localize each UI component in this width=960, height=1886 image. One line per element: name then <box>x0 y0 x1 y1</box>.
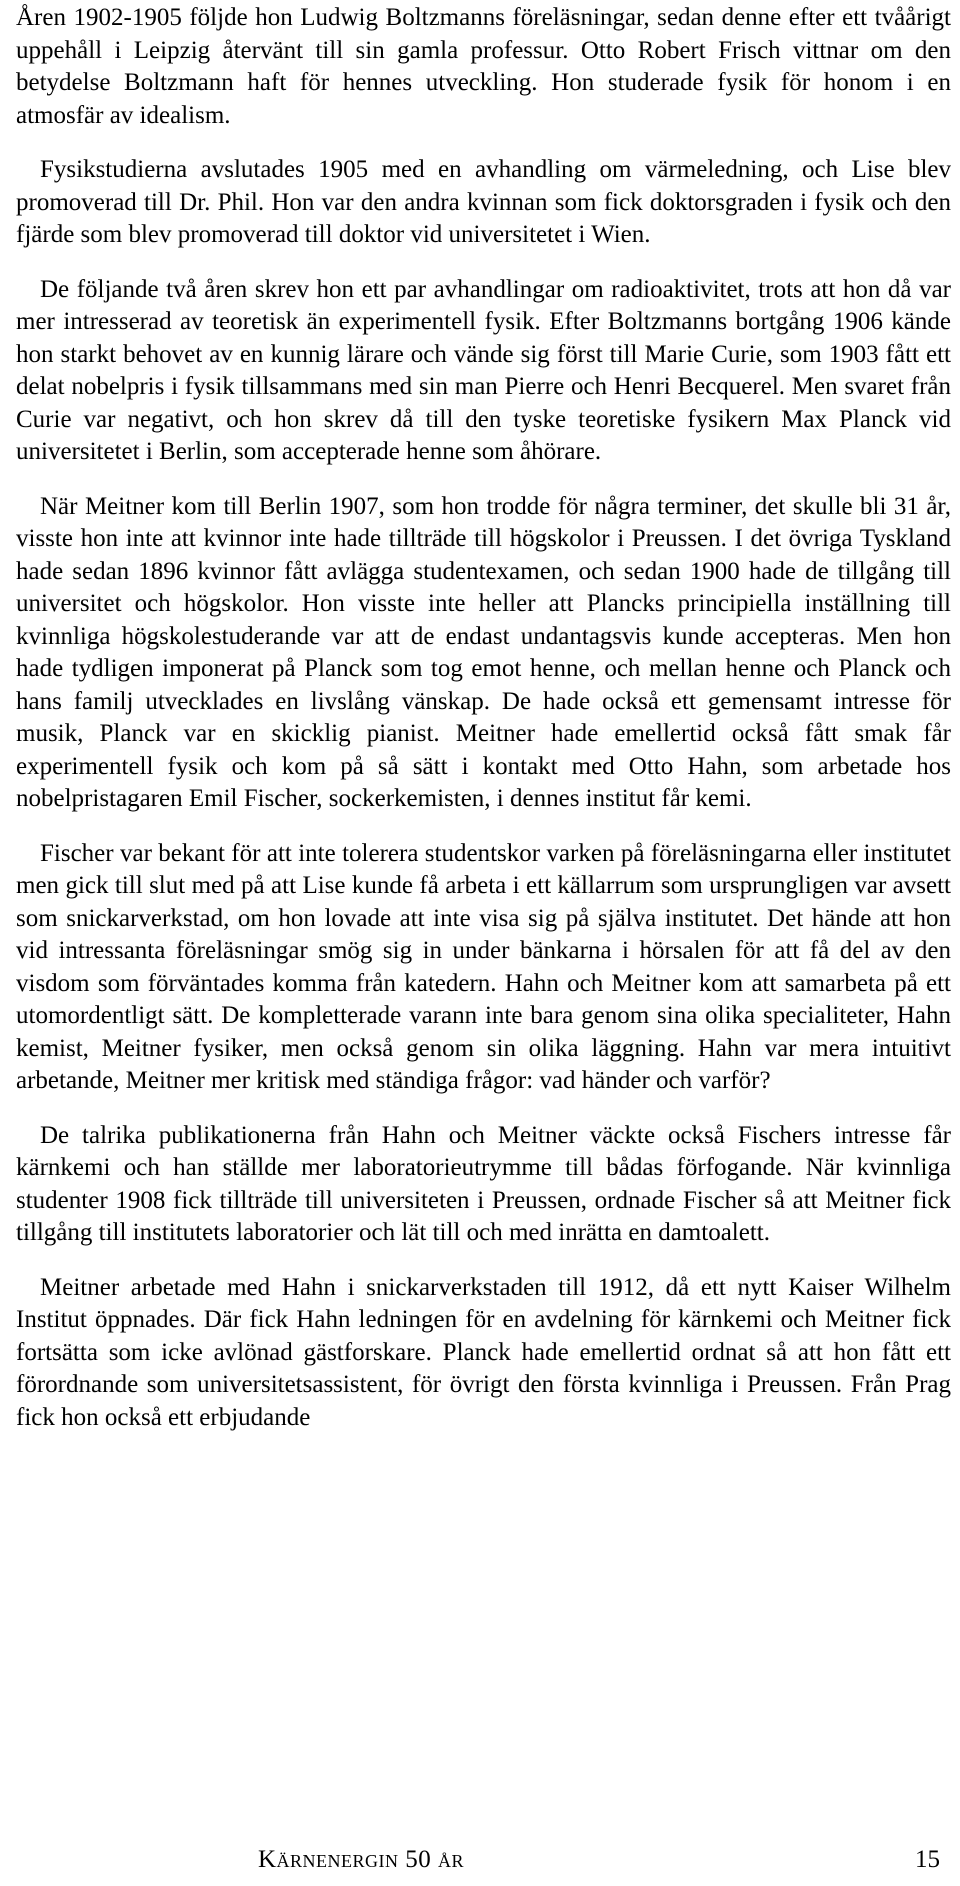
paragraph: De talrika publikationerna från Hahn och Meitner väckte också Fischers intresse får kärnkemi och han ställde mer laboratorieutrymme till bådas förfogande. När kvinnliga studenter 1908 fick tillträde till universiteten i Preussen, ordnade Fischer så att Meitner fick tillgång till institutets laboratorier och lät till och med inrätta en damtoalett. <box>16 1121 951 1246</box>
paragraph: Fysikstudierna avslutades 1905 med en avhandling om värmeledning, och Lise blev promoverad till Dr. Phil. Hon var den andra kvinnan som fick doktorsgraden i fysik och den fjärde som blev promoverad till doktor vid universitetet i Wien. <box>16 156 951 248</box>
paragraph: Fischer var bekant för att inte tolerera studentskor varken på föreläsningarna eller institutet men gick till slut med på att Lise kunde få arbeta i ett källarrum som ursprungligen var avsett som snickarverkstad, om hon lovade att inte visa sig på själva institutet. Det hände att hon vid intressanta föreläsningar smög sig in under bänkarna i hörsalen för att få del av den visdom som förväntades komma från katedern. Hahn och Meitner kom att samarbeta på ett utomordentligt sätt. De kompletterade varann inte bara genom sina olika specialiteter, Hahn kemist, Meitner fysiker, men också genom sin olika läggning. Hahn var mera intuitivt arbetande, Meitner mer kritisk med ständiga frågor: vad händer och varför? <box>16 839 951 1094</box>
paragraph: Meitner arbetade med Hahn i snickarverkstaden till 1912, då ett nytt Kaiser Wilhelm Institut öppnades. Där fick Hahn ledningen för en avdelning för kärnkemi och Meitner fick fortsätta som icke avlönad gästforskare. Planck hade emellertid ordnat så att hon fått ett förordnande som universitetsassistent, för övrigt den första kvinnliga i Preussen. Från Prag fick hon också ett erbjudande <box>16 1273 951 1431</box>
page-number: 15 <box>915 1846 940 1873</box>
page-footer <box>0 1846 960 1882</box>
paragraph: När Meitner kom till Berlin 1907, som hon trodde för några terminer, det skulle bli 31 år, visste hon inte att kvinnor inte hade tillträde till högskolor i Preussen. I det övriga Tyskland hade sedan 1896 kvinnor fått avlägga studentexamen, och sedan 1900 hade de tillgång till universitet och högskolor. Hon visste inte heller att Plancks principiella inställning till kvinnliga högskolestuderande var att de endast undantagsvis kunde accepteras. Men hon hade tydligen imponerat på Planck som tog emot henne, och mellan henne och Planck och hans familj utvecklades en livslång vänskap. De hade också ett gemensamt intresse för musik, Planck var en skicklig pianist. Meitner hade emellertid också fått smak får experimentell fysik och kom på så sätt i kontakt med Otto Hahn, som arbetade hos nobelpristagaren Emil Fischer, sockerkemisten, i dennes institut får kemi. <box>16 492 951 812</box>
paragraph: Åren 1902-1905 följde hon Ludwig Boltzmanns föreläsningar, sedan denne efter ett tvåårigt uppehåll i Leipzig återvänt till sin gamla professur. Otto Robert Frisch vittnar om den betydelse Boltzmann haft för hennes utveckling. Hon studerade fysik för honom i en atmosfär av idealism. <box>16 4 951 129</box>
running-title: Kärnenergin 50 år <box>258 1846 465 1873</box>
paragraph: De följande två åren skrev hon ett par avhandlingar om radioaktivitet, trots att hon då var mer intresserad av teoretisk än experimentell fysik. Efter Boltzmanns bortgång 1906 kände hon starkt behovet av en kunnig lärare och vände sig först till Marie Curie, som 1903 fått ett delat nobelpris i fysik tillsammans med sin man Pierre och Henri Becquerel. Men svaret från Curie var negativt, och hon skrev då till den tyske teoretiske fysikern Max Planck vid universitetet i Berlin, som accepterade henne som åhörare. <box>16 275 951 465</box>
body-text <box>16 2 951 1456</box>
